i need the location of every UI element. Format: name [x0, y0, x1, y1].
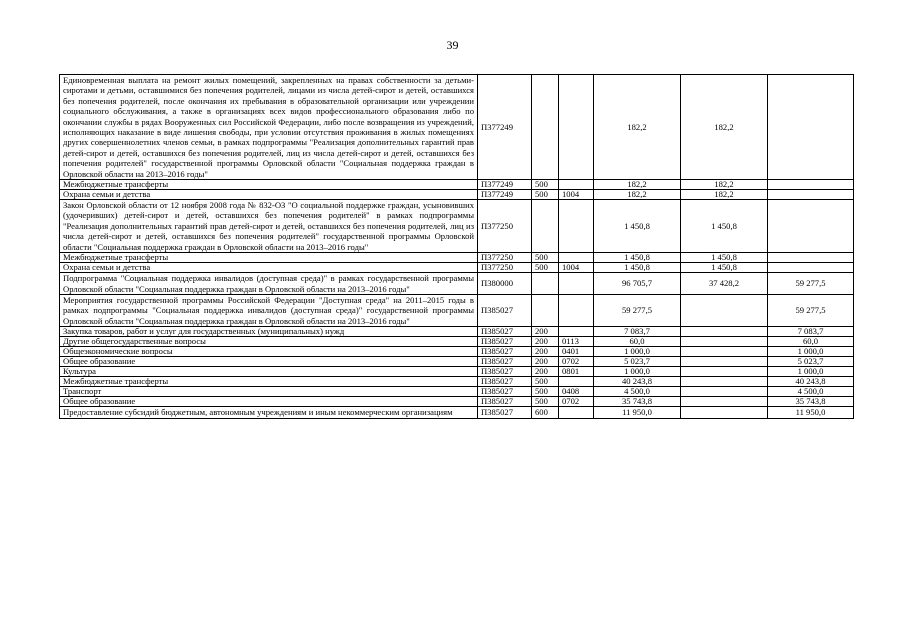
- row-total: 96 705,7: [594, 273, 681, 295]
- row-regional: 1 450,8: [681, 253, 768, 263]
- row-total: 1 450,8: [594, 263, 681, 273]
- row-rz: [559, 253, 594, 263]
- budget-table: [59, 74, 854, 419]
- row-vr: 200: [532, 367, 559, 377]
- row-total: 60,0: [594, 337, 681, 347]
- row-vr: 500: [532, 253, 559, 263]
- row-federal: 40 243,8: [768, 377, 854, 387]
- row-total: 182,2: [594, 190, 681, 200]
- table-row: [60, 377, 854, 387]
- row-rz: [559, 377, 594, 387]
- row-rz: 1004: [559, 190, 594, 200]
- row-rz: [559, 294, 594, 326]
- row-total: 59 277,5: [594, 294, 681, 326]
- table-row: [60, 273, 854, 295]
- row-total: 35 743,8: [594, 397, 681, 407]
- row-regional: 1 450,8: [681, 263, 768, 273]
- row-federal: [768, 180, 854, 190]
- row-vr: 600: [532, 407, 559, 418]
- table-row: [60, 263, 854, 273]
- row-rz: 0401: [559, 347, 594, 357]
- row-csr: П385027: [478, 357, 532, 367]
- row-name: Предоставление субсидий бюджетным, автономным учреждениям и иным некоммерческим организациям: [60, 407, 478, 418]
- row-total: 7 083,7: [594, 327, 681, 337]
- row-federal: 5 023,7: [768, 357, 854, 367]
- row-csr: П377250: [478, 253, 532, 263]
- table-row: [60, 180, 854, 190]
- row-rz: 0801: [559, 367, 594, 377]
- row-total: 1 450,8: [594, 200, 681, 253]
- table-row: [60, 397, 854, 407]
- row-regional: [681, 407, 768, 418]
- row-total: 1 000,0: [594, 347, 681, 357]
- row-name: Общеэкономические вопросы: [60, 347, 478, 357]
- row-federal: [768, 190, 854, 200]
- row-regional: [681, 337, 768, 347]
- row-vr: 200: [532, 327, 559, 337]
- row-vr: 500: [532, 263, 559, 273]
- row-csr: П377249: [478, 180, 532, 190]
- row-name: Межбюджетные трансферты: [60, 180, 478, 190]
- row-regional: [681, 347, 768, 357]
- row-name: Транспорт: [60, 387, 478, 397]
- row-federal: 7 083,7: [768, 327, 854, 337]
- row-total: 1 000,0: [594, 367, 681, 377]
- row-rz: 1004: [559, 263, 594, 273]
- row-name: Охрана семьи и детства: [60, 263, 478, 273]
- row-name: Межбюджетные трансферты: [60, 253, 478, 263]
- row-vr: [532, 294, 559, 326]
- row-regional: [681, 367, 768, 377]
- table-row: [60, 367, 854, 377]
- row-csr: П385027: [478, 337, 532, 347]
- row-rz: [559, 327, 594, 337]
- row-name: Общее образование: [60, 357, 478, 367]
- row-total: 1 450,8: [594, 253, 681, 263]
- row-federal: 1 000,0: [768, 347, 854, 357]
- row-rz: [559, 407, 594, 418]
- row-rz: [559, 180, 594, 190]
- table-row: [60, 253, 854, 263]
- row-name: Мероприятия государственной программы Российской Федерации "Доступная среда" на 2011–2015 годы в рамках подпрограммы "Социальная поддержка инвалидов (доступная среда)" государственной программы Орловской области "Социальная поддержка граждан в Орловской области на 2013–2016 годы": [60, 294, 478, 326]
- row-csr: П385027: [478, 377, 532, 387]
- table-row: [60, 337, 854, 347]
- row-vr: 200: [532, 337, 559, 347]
- row-federal: [768, 75, 854, 180]
- row-federal: 1 000,0: [768, 367, 854, 377]
- row-vr: 500: [532, 397, 559, 407]
- row-csr: П385027: [478, 367, 532, 377]
- row-federal: 35 743,8: [768, 397, 854, 407]
- row-csr: П385027: [478, 347, 532, 357]
- row-csr: П385027: [478, 294, 532, 326]
- row-rz: 0702: [559, 357, 594, 367]
- row-total: 40 243,8: [594, 377, 681, 387]
- row-name: Подпрограмма "Социальная поддержка инвалидов (доступная среда)" в рамках государственной программы Орловской области "Социальная поддержка граждан в Орловской области на 2013–2016 годы": [60, 273, 478, 295]
- table-row: [60, 327, 854, 337]
- row-vr: 500: [532, 180, 559, 190]
- row-regional: [681, 357, 768, 367]
- row-rz: 0113: [559, 337, 594, 347]
- row-vr: 200: [532, 357, 559, 367]
- row-name: Охрана семьи и детства: [60, 190, 478, 200]
- row-csr: П385027: [478, 397, 532, 407]
- row-name: Единовременная выплата на ремонт жилых помещений, закрепленных на правах собственности за детьми-сиротами и детьми, оставшимися без попечения родителей, лицами из числа детей-сирот и детей, оставшихся без попечения родителей, после окончания их пребывания в образовательной организации или учреждении социального обслуживания, а также в организациях всех видов профессионального образования либо по окончании службы в рядах Вооруженных сил Российской Федерации, либо после возвращения из учреждений, исполняющих наказание в виде лишения свободы, при условии отсутствия проживания в жилых помещениях других совершеннолетних членов семьи, в рамках подпрограммы "Реализация дополнительных гарантий прав детей-сирот и детей, оставшихся без попечения родителей, лиц из числа детей-сирот и детей, оставшихся без попечения родителей" государственной программы Орловской области "Социальная поддержка граждан в Орловской области на 2013–2016 годы": [60, 75, 478, 180]
- row-csr: П385027: [478, 387, 532, 397]
- row-regional: 37 428,2: [681, 273, 768, 295]
- row-regional: [681, 397, 768, 407]
- row-total: 182,2: [594, 180, 681, 190]
- row-rz: [559, 75, 594, 180]
- row-regional: [681, 387, 768, 397]
- row-rz: [559, 273, 594, 295]
- row-regional: 182,2: [681, 190, 768, 200]
- row-vr: [532, 273, 559, 295]
- table-row: [60, 75, 854, 180]
- row-name: Закон Орловской области от 12 ноября 2008 года № 832-ОЗ "О социальной поддержке граждан, усыновивших (удочеривших) детей-сирот и детей, оставшихся без попечения родителей" в рамках подпрограммы "Реализация дополнительных гарантий прав детей-сирот и детей, оставшихся без попечения родителей, лиц из числа детей-сирот и детей, оставшихся без попечения родителей" государственной программы Орловской области "Социальная поддержка граждан в Орловской области на 2013–2016 годы": [60, 200, 478, 253]
- row-name: Культура: [60, 367, 478, 377]
- table-row: [60, 347, 854, 357]
- page-number: 39: [446, 38, 459, 52]
- row-csr: П377250: [478, 200, 532, 253]
- table-row: [60, 357, 854, 367]
- row-regional: 1 450,8: [681, 200, 768, 253]
- row-rz: 0408: [559, 387, 594, 397]
- row-csr: П380000: [478, 273, 532, 295]
- row-federal: [768, 253, 854, 263]
- row-total: 182,2: [594, 75, 681, 180]
- row-csr: П377250: [478, 263, 532, 273]
- row-total: 11 950,0: [594, 407, 681, 418]
- row-federal: 11 950,0: [768, 407, 854, 418]
- row-vr: 200: [532, 347, 559, 357]
- row-federal: 59 277,5: [768, 273, 854, 295]
- row-federal: 60,0: [768, 337, 854, 347]
- row-regional: [681, 377, 768, 387]
- row-regional: [681, 327, 768, 337]
- row-name: Другие общегосударственные вопросы: [60, 337, 478, 347]
- row-total: 5 023,7: [594, 357, 681, 367]
- row-federal: 59 277,5: [768, 294, 854, 326]
- row-vr: 500: [532, 387, 559, 397]
- row-total: 4 500,0: [594, 387, 681, 397]
- row-csr: П385027: [478, 407, 532, 418]
- table-row: [60, 190, 854, 200]
- row-name: Закупка товаров, работ и услуг для государственных (муниципальных) нужд: [60, 327, 478, 337]
- row-regional: 182,2: [681, 180, 768, 190]
- row-federal: 4 500,0: [768, 387, 854, 397]
- row-regional: [681, 294, 768, 326]
- row-vr: [532, 200, 559, 253]
- row-vr: 500: [532, 190, 559, 200]
- table-row: [60, 387, 854, 397]
- row-csr: П377249: [478, 75, 532, 180]
- table-row: [60, 407, 854, 418]
- row-vr: 500: [532, 377, 559, 387]
- row-csr: П377249: [478, 190, 532, 200]
- row-csr: П385027: [478, 327, 532, 337]
- row-federal: [768, 200, 854, 253]
- row-rz: 0702: [559, 397, 594, 407]
- row-federal: [768, 263, 854, 273]
- table-row: [60, 200, 854, 253]
- row-name: Межбюджетные трансферты: [60, 377, 478, 387]
- row-regional: 182,2: [681, 75, 768, 180]
- row-name: Общее образование: [60, 397, 478, 407]
- table-row: [60, 294, 854, 326]
- row-rz: [559, 200, 594, 253]
- row-vr: [532, 75, 559, 180]
